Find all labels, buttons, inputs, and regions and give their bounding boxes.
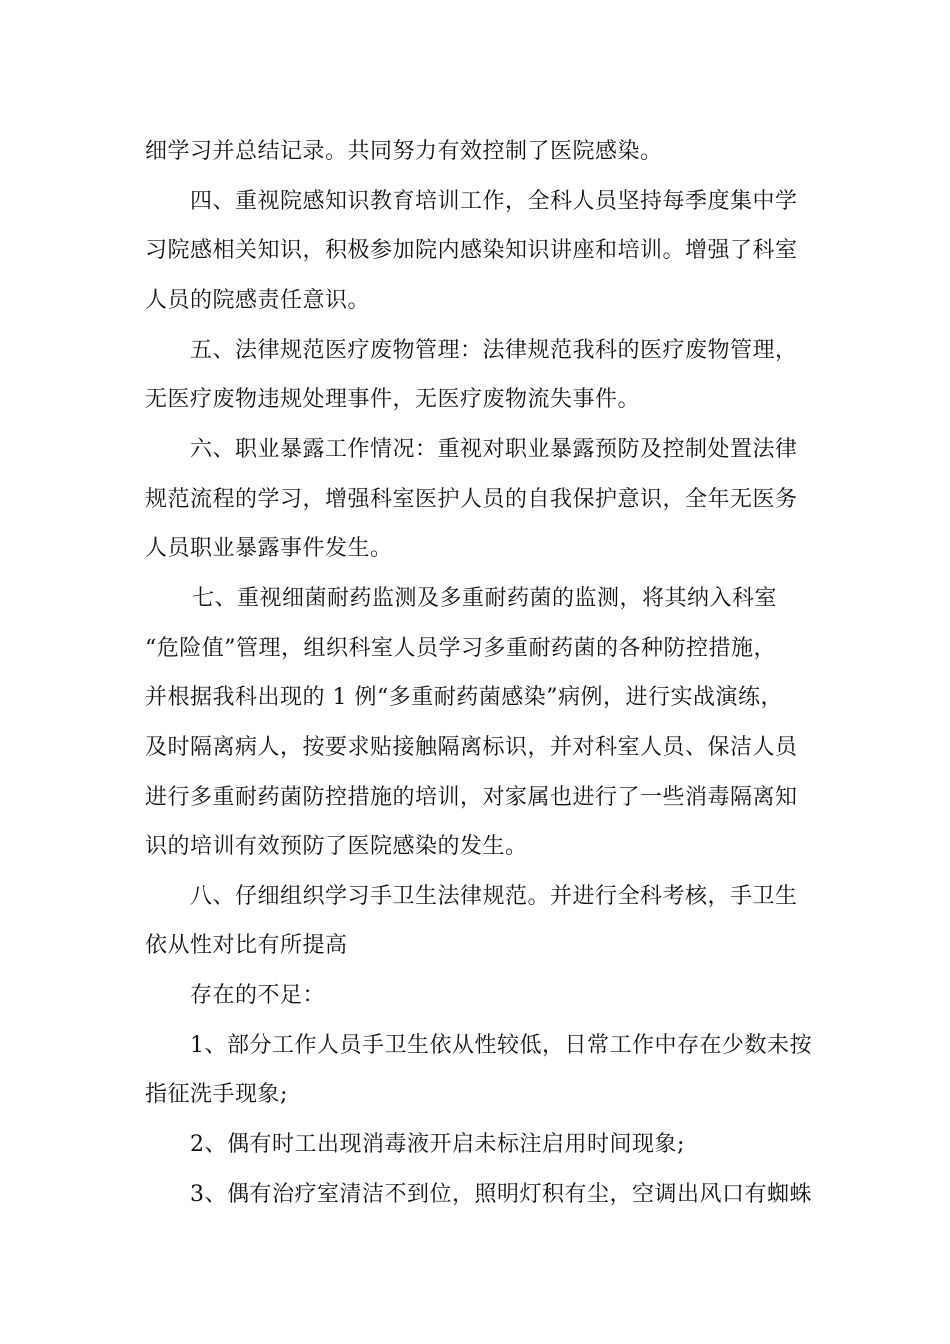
text-line-17: 依从性对比有所提高 (145, 933, 348, 958)
text-line-5: 五、法律规范医疗废物管理：法律规范我科的医疗废物管理， (190, 338, 798, 363)
text-line-3: 习院感相关知识，积极参加院内感染知识讲座和培训。增强了科室 (145, 238, 798, 263)
text-line-8: 规范流程的学习，增强科室医护人员的自我保护意识，全年无医务 (145, 487, 798, 512)
text-line-2: 四、重视院感知识教育培训工作，全科人员坚持每季度集中学 (190, 189, 798, 214)
text-line-1: 细学习并总结记录。共同努力有效控制了医院感染。 (145, 139, 663, 164)
text-line-19: 1、部分工作人员手卫生依从性较低，日常工作中存在少数未按 (190, 1033, 812, 1058)
text-line-6: 无医疗废物违规处理事件，无医疗废物流失事件。 (145, 387, 641, 412)
text-line-22: 3、偶有治疗室清洁不到位，照明灯积有尘，空调出风口有蜘蛛 (190, 1182, 812, 1207)
text-line-10: 七、重视细菌耐药监测及多重耐药菌的监测，将其纳入科室 (192, 586, 778, 611)
text-line-9: 人员职业暴露事件发生。 (145, 536, 393, 561)
text-line-15: 识的培训有效预防了医院感染的发生。 (145, 834, 528, 859)
text-line-20: 指征洗手现象; (145, 1082, 288, 1107)
text-line-16: 八、仔细组织学习手卫生法律规范。并进行全科考核，手卫生 (190, 884, 798, 909)
text-line-12: 并根据我科出现的 1 例“多重耐药菌感染”病例，进行实战演练， (145, 685, 783, 710)
text-line-14: 进行多重耐药菌防控措施的培训，对家属也进行了一些消毒隔离知 (145, 785, 798, 810)
text-line-4: 人员的院感责任意识。 (145, 288, 371, 313)
text-line-21: 2、偶有时工出现消毒液开启未标注启用时间现象; (190, 1132, 685, 1157)
text-line-11: “危险值”管理，组织科室人员学习多重耐药菌的各种防控措施， (145, 636, 776, 661)
text-line-18: 存在的不足： (190, 983, 326, 1008)
text-line-13: 及时隔离病人，按要求贴接触隔离标识，并对科室人员、保洁人员 (145, 735, 798, 760)
text-line-7: 六、职业暴露工作情况：重视对职业暴露预防及控制处置法律 (190, 437, 798, 462)
